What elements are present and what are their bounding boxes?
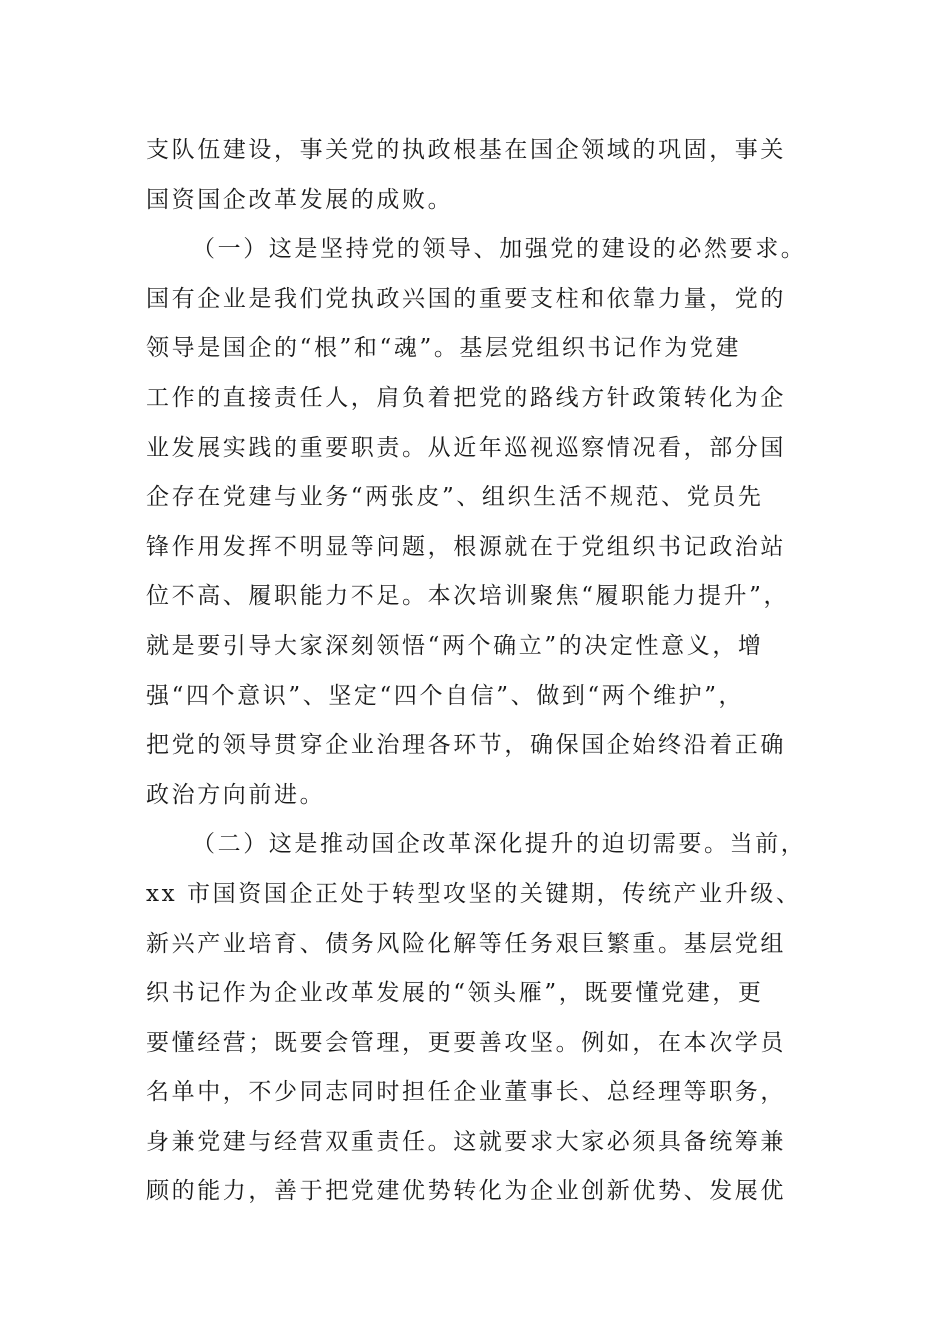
section-heading-line: （二）这是推动国企改革深化提升的迫切需要。当前， <box>192 831 807 858</box>
text-line: 国有企业是我们党执政兴国的重要支柱和依靠力量，党的 <box>146 285 786 312</box>
text-line: 名单中，不少同志同时担任企业董事长、总经理等职务， <box>146 1079 786 1106</box>
text-line: 位不高、履职能力不足。本次培训聚焦“履职能力提升”， <box>146 583 790 610</box>
text-line: xx 市国资国企正处于转型攻坚的关键期，传统产业升级、 <box>146 880 802 907</box>
text-line: 锋作用发挥不明显等问题，根源就在于党组织书记政治站 <box>146 533 786 560</box>
body-text <box>146 126 806 1217</box>
text-line: 要懂经营；既要会管理，更要善攻坚。例如，在本次学员 <box>146 1029 786 1056</box>
text-line: 把党的领导贯穿企业治理各环节，确保国企始终沿着正确 <box>146 732 786 759</box>
section-heading-line: （一）这是坚持党的领导、加强党的建设的必然要求。 <box>192 236 807 263</box>
text-line: 强“四个意识”、坚定“四个自信”、做到“两个维护”， <box>146 682 745 709</box>
text-line: 业发展实践的重要职责。从近年巡视巡察情况看，部分国 <box>146 434 786 461</box>
text-line: 身兼党建与经营双重责任。这就要求大家必须具备统筹兼 <box>146 1128 786 1155</box>
text-line: 织书记作为企业改革发展的“领头雁”，既要懂党建，更 <box>146 980 764 1007</box>
text-line: 新兴产业培育、债务风险化解等任务艰巨繁重。基层党组 <box>146 930 786 957</box>
text-line: 支队伍建设，事关党的执政根基在国企领域的巩固，事关 <box>146 137 786 163</box>
text-line: 顾的能力，善于把党建优势转化为企业创新优势、发展优 <box>146 1178 786 1205</box>
text-line: 领导是国企的“根”和“魂”。基层党组织书记作为党建 <box>146 335 742 362</box>
text-line: 工作的直接责任人，肩负着把党的路线方针政策转化为企 <box>146 384 786 411</box>
text-line: 就是要引导大家深刻领悟“两个确立”的决定性意义，增 <box>146 632 764 659</box>
text-line: 政治方向前进。 <box>146 781 326 808</box>
text-line: 国资国企改革发展的成败。 <box>146 186 454 213</box>
text-line: 企存在党建与业务“两张皮”、组织生活不规范、党员先 <box>146 484 764 511</box>
